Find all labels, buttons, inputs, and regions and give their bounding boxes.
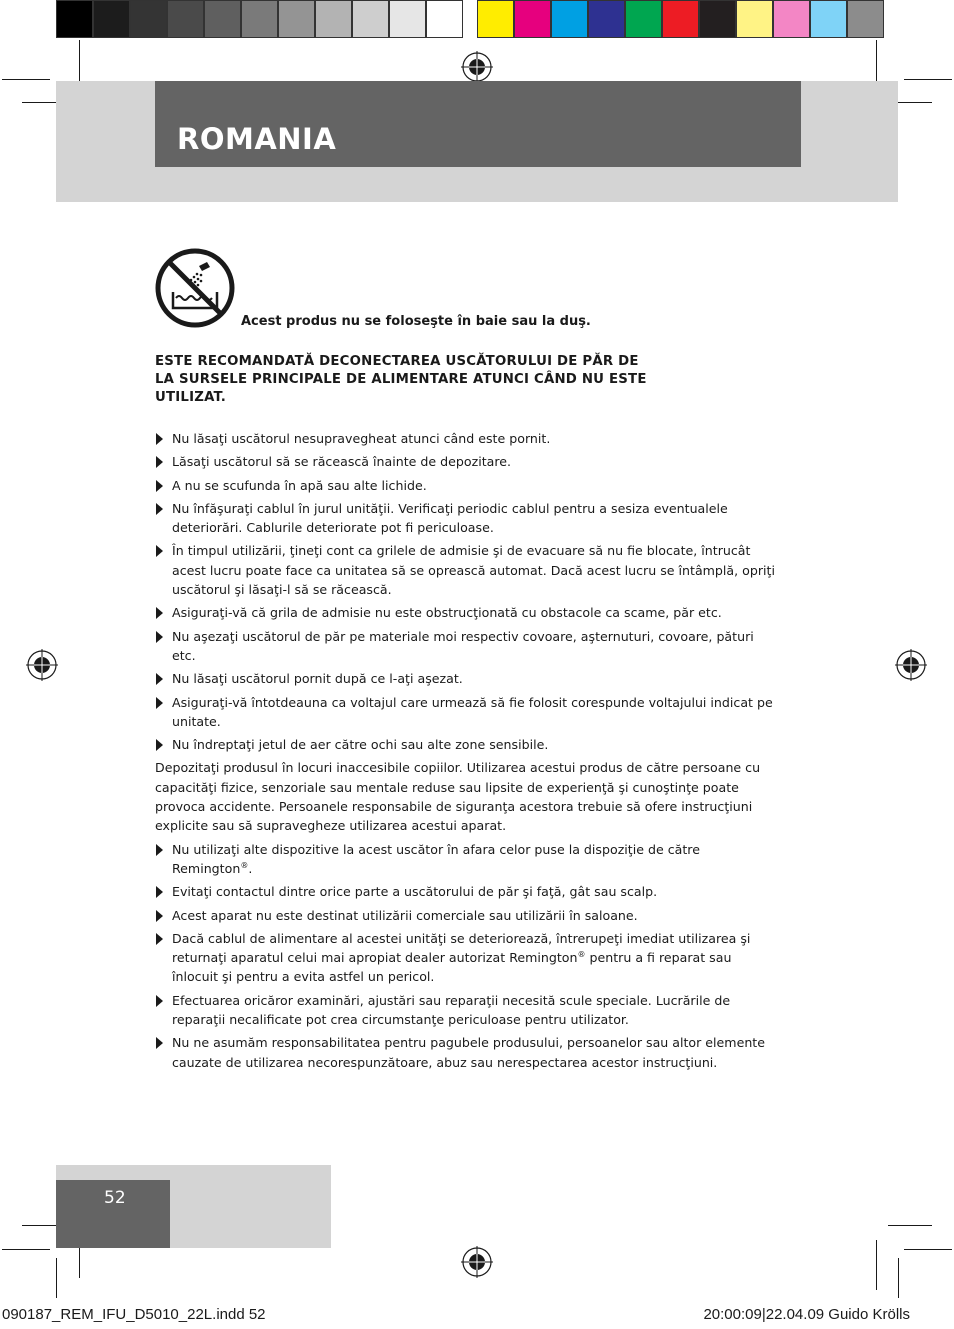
color-swatch	[847, 0, 884, 38]
color-swatch	[477, 0, 514, 38]
color-swatch	[167, 0, 204, 38]
color-calibration-bar	[56, 0, 884, 38]
crop-mark	[888, 1225, 932, 1226]
color-swatch	[204, 0, 241, 38]
list-item: A nu se scufunda în apă sau alte lichide.	[155, 476, 780, 495]
triangle-bullet-icon	[156, 886, 163, 898]
list-item: Nu lăsaţi uscătorul nesupravegheat atunci când este pornit.	[155, 429, 780, 448]
safety-instructions	[155, 429, 780, 1076]
child-safety-paragraph: Depozitaţi produsul în locuri inaccesibile copiilor. Utilizarea acestui produs de către persoane cu capacităţi fizice, senzoriale sau mentale reduse sau lipsite de experienţă şi cunoştinţe poate provoca accidente. Persoanele responsabile de siguranţa acestora trebuie să ofere instrucţiuni explicite sau să supravegheze utilizarea acestui aparat.	[155, 760, 761, 834]
color-bar-gap	[463, 0, 477, 38]
triangle-bullet-icon	[156, 697, 163, 709]
registration-mark-icon	[895, 649, 927, 681]
color-swatch	[130, 0, 167, 38]
no-bath-shower-icon	[155, 248, 235, 328]
list-item: Nu utilizaţi alte dispozitive la acest uscător în afara celor puse la dispoziţie de către Remington®.	[155, 840, 780, 879]
list-item: Nu lăsaţi uscătorul pornit după ce l-aţi aşezat.	[155, 669, 780, 688]
color-swatch	[810, 0, 847, 38]
file-slug: 090187_REM_IFU_D5010_22L.indd 52	[2, 1306, 266, 1323]
list-item: Nu îndreptaţi jetul de aer către ochi sau alte zone sensibile.	[155, 735, 780, 754]
crop-mark	[904, 1249, 952, 1250]
list-item: Efectuarea oricăror examinări, ajustări sau reparaţii necesită scule speciale. Lucrările de reparaţii necalificate pot crea circumstanţe periculoase pentru utilizator.	[155, 991, 780, 1030]
bullet-list	[155, 429, 780, 754]
page-number: 52	[104, 1188, 126, 1208]
color-swatch	[241, 0, 278, 38]
list-item: În timpul utilizării, ţineţi cont ca grilele de admisie şi de evacuare să nu fie blocate, întrucât acest lucru poate face ca unitatea să se oprească automat. Dacă acest lucru se întâmplă, opriţi uscătorul şi lăsaţi-l să se răcească.	[155, 541, 780, 599]
triangle-bullet-icon	[156, 433, 163, 445]
page-title: ROMANIA	[177, 122, 337, 156]
list-item: Asiguraţi-vă că grila de admisie nu este obstrucţionată cu obstacole ca scame, păr etc.	[155, 603, 780, 622]
color-swatch	[514, 0, 551, 38]
recommendation-line: ESTE RECOMANDATĂ DECONECTAREA USCĂTORULUI DE PĂR DE	[155, 354, 639, 369]
triangle-bullet-icon	[156, 607, 163, 619]
triangle-bullet-icon	[156, 673, 163, 685]
list-item: Evitaţi contactul dintre orice parte a uscătorului de păr şi faţă, gât sau scalp.	[155, 882, 780, 901]
list-item: Nu înfăşuraţi cablul în jurul unităţii. Verificaţi periodic cablul pentru a sesiza eventualele deteriorări. Cablurile deteriorate pot fi periculoase.	[155, 499, 780, 538]
color-swatch	[662, 0, 699, 38]
color-swatch	[426, 0, 463, 38]
triangle-bullet-icon	[156, 844, 163, 856]
triangle-bullet-icon	[156, 545, 163, 557]
color-swatch	[352, 0, 389, 38]
crop-mark	[2, 79, 50, 80]
color-swatch	[551, 0, 588, 38]
color-swatch	[56, 0, 93, 38]
list-item: Nu ne asumăm responsabilitatea pentru pagubele produsului, persoanelor sau altor elemente cauzate de utilizarea necorespunzătoare, abuz sau nerespectarea acestor instrucţiuni.	[155, 1033, 780, 1072]
triangle-bullet-icon	[156, 503, 163, 515]
crop-mark	[56, 1258, 57, 1298]
list-item: Dacă cablul de alimentare al acestei unităţi se deteriorează, întrerupeţi imediat utilizarea şi returnaţi aparatul celui mai apropiat dealer autorizat Remington® pentru a fi reparat sau înlocuit şi pentru a evita astfel un pericol.	[155, 929, 780, 987]
color-swatch	[389, 0, 426, 38]
list-item: Lăsaţi uscătorul să se răcească înainte de depozitare.	[155, 452, 780, 471]
recommendation-heading	[155, 353, 755, 407]
color-swatch	[773, 0, 810, 38]
color-swatch	[315, 0, 352, 38]
triangle-bullet-icon	[156, 480, 163, 492]
triangle-bullet-icon	[156, 933, 163, 945]
timestamp-slug: 20:00:09|22.04.09 Guido Krölls	[703, 1306, 910, 1323]
color-swatch	[278, 0, 315, 38]
triangle-bullet-icon	[156, 739, 163, 751]
crop-mark	[876, 1240, 877, 1290]
color-swatch	[588, 0, 625, 38]
recommendation-line: UTILIZAT.	[155, 390, 227, 405]
triangle-bullet-icon	[156, 631, 163, 643]
color-swatch	[625, 0, 662, 38]
bullet-list	[155, 840, 780, 1072]
warning-text: Acest produs nu se foloseşte în baie sau la duş.	[241, 314, 591, 329]
recommendation-line: LA SURSELE PRINCIPALE DE ALIMENTARE ATUNCI CÂND NU ESTE	[155, 372, 647, 387]
crop-mark	[898, 1258, 899, 1298]
color-swatch	[699, 0, 736, 38]
crop-mark	[2, 1249, 50, 1250]
registration-mark-icon	[461, 51, 493, 83]
color-swatch	[736, 0, 773, 38]
registration-mark-icon	[461, 1246, 493, 1278]
list-item: Acest aparat nu este destinat utilizării comerciale sau utilizării în saloane.	[155, 906, 780, 925]
triangle-bullet-icon	[156, 995, 163, 1007]
triangle-bullet-icon	[156, 1037, 163, 1049]
list-item: Nu aşezaţi uscătorul de păr pe materiale moi respectiv covoare, aşternuturi, covoare, pături etc.	[155, 627, 780, 666]
color-swatch	[93, 0, 130, 38]
list-item: Asiguraţi-vă întotdeauna ca voltajul care urmează să fie folosit corespunde voltajului indicat pe unitate.	[155, 693, 780, 732]
crop-mark	[904, 79, 952, 80]
triangle-bullet-icon	[156, 456, 163, 468]
registration-mark-icon	[26, 649, 58, 681]
triangle-bullet-icon	[156, 910, 163, 922]
